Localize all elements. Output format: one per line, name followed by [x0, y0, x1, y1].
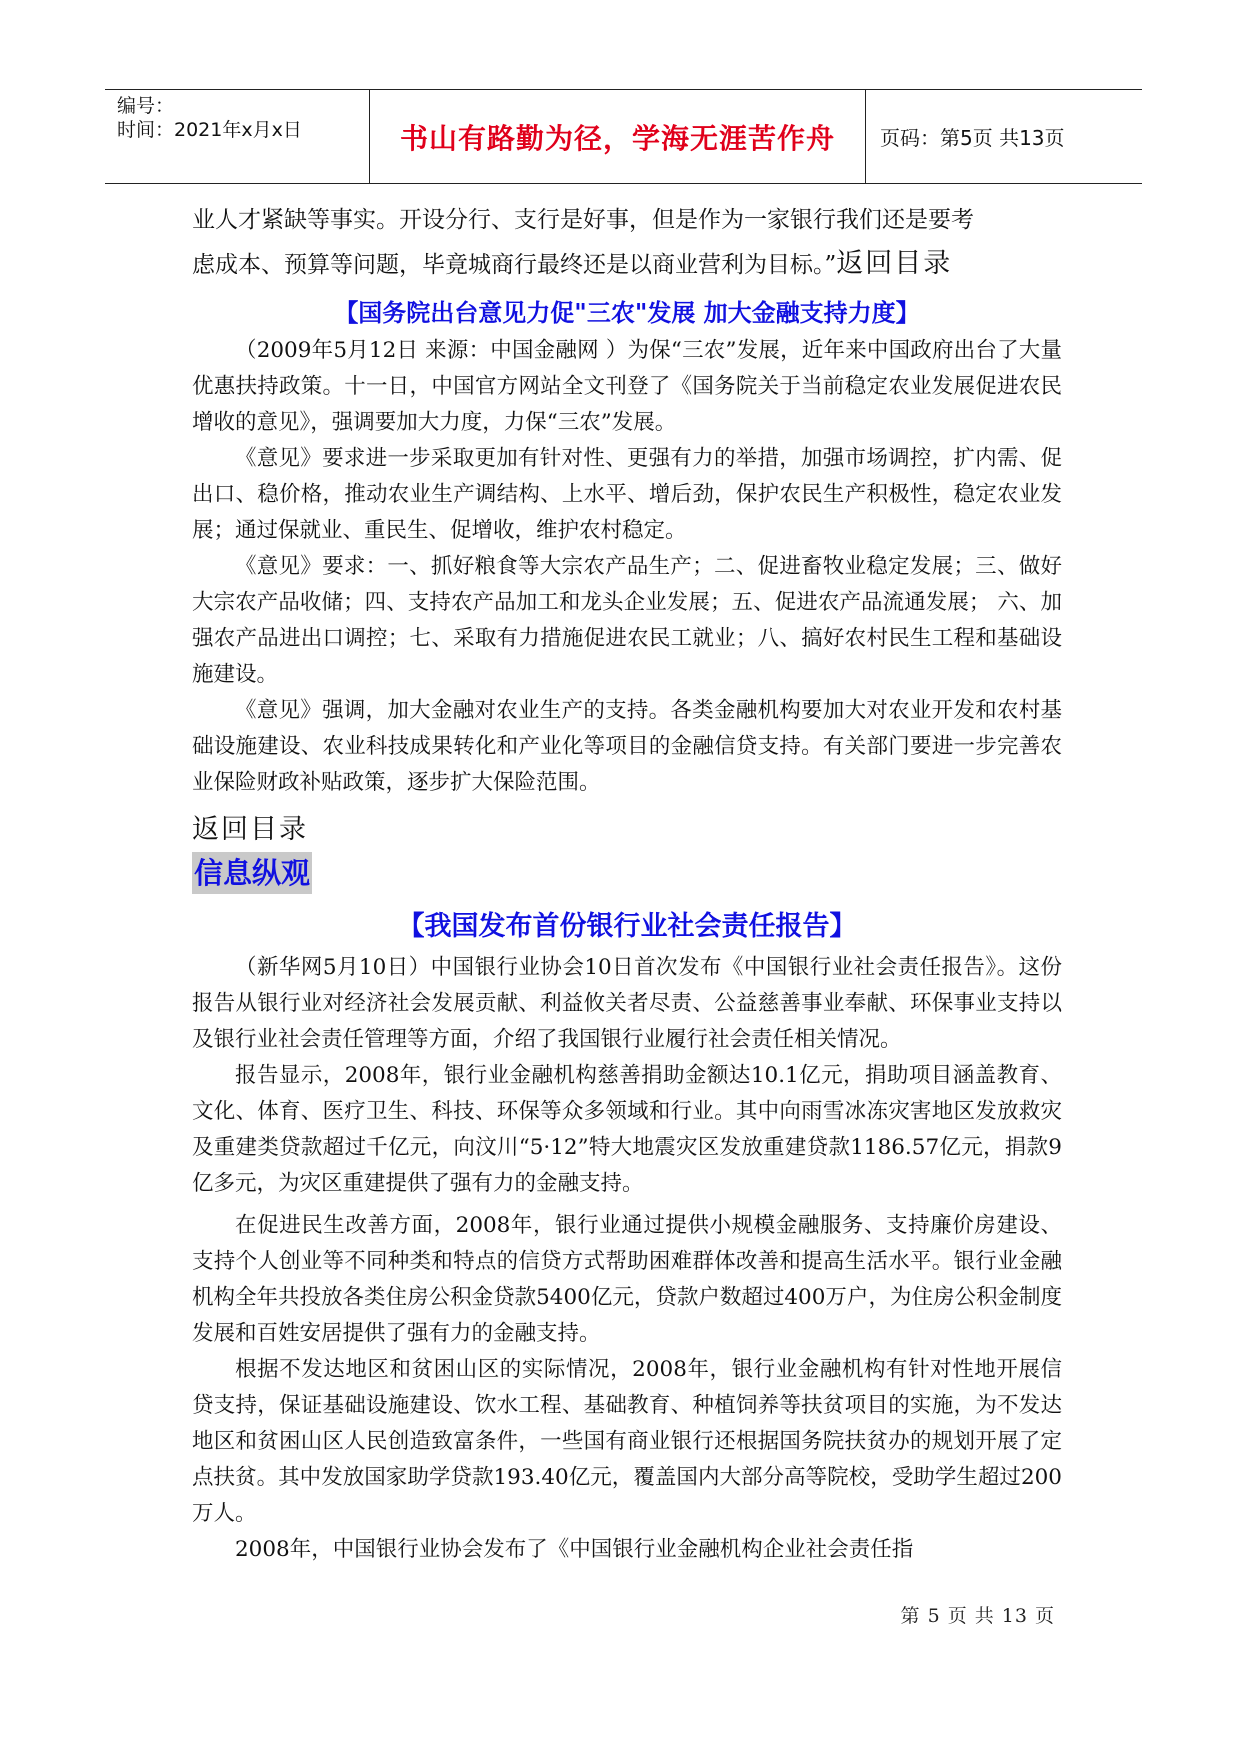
article-2-paragraph: 2008年，中国银行业协会发布了《中国银行业金融机构企业社会责任指: [235, 1537, 914, 1562]
return-link-row: [192, 807, 1062, 846]
article-1-paragraph: 《意见》要求：一、抓好粮食等大宗农产品生产；二、促进畜牧业稳定发展；三、做好大宗农产品收储；四、支持农产品加工和龙头企业发展；五、促进农产品流通发展； 六、加强农产品进出口调控；七、采取有力措施促进农民工就业；八、搞好农村民生工程和基础设施建设。: [192, 554, 1062, 687]
article-2-paragraph: 在促进民生改善方面，2008年，银行业通过提供小规模金融服务、支持廉价房建设、支持个人创业等不同种类和特点的信贷方式帮助困难群体改善和提高生活水平。银行业金融机构全年共投放各类住房公积金贷款5400亿元，贷款户数超过400万户，为住房公积金制度发展和百姓安居提供了强有力的金融支持。: [192, 1213, 1062, 1346]
article-2-paragraph: 根据不发达地区和贫困山区的实际情况，2008年，银行业金融机构有针对性地开展信贷支持，保证基础设施建设、饮水工程、基础教育、种植饲养等扶贫项目的实施，为不发达地区和贫困山区人民创造致富条件，一些国有商业银行还根据国务院扶贫办的规划开展了定点扶贫。其中发放国家助学贷款193.40亿元，覆盖国内大部分高等院校，受助学生超过200万人。: [192, 1357, 1062, 1526]
intro-line-2-text: 虑成本、预算等问题，毕竟城商行最终还是以商业营利为目标。”: [192, 252, 837, 278]
article-1-title: 【国务院出台意见力促"三农"发展 加大金融支持力度】: [334, 298, 920, 327]
document-number-label: 编号：: [117, 95, 175, 117]
return-to-toc-link[interactable]: 返回目录: [192, 814, 308, 845]
page-footer: 第 5 页 共 13 页: [900, 1605, 1055, 1627]
section-heading-row: [192, 852, 1062, 894]
article-2-paragraph: （新华网5月10日）中国银行业协会10日首次发布《中国银行业社会责任报告》。这份报告从银行业对经济社会发展贡献、利益攸关者尽责、公益慈善事业奉献、环保事业支持以及银行业社会责任管理等方面，介绍了我国银行业履行社会责任相关情况。: [192, 955, 1062, 1052]
page-header: [105, 89, 1142, 184]
header-meta: [105, 90, 370, 183]
intro-line-2: [192, 242, 1062, 287]
article-1-paragraph: （2009年5月12日 来源：中国金融网 ）为保“三农”发展，近年来中国政府出台了大量优惠扶持政策。十一日，中国官方网站全文刊登了《国务院关于当前稳定农业发展促进农民增收的意见》，强调要加大力度，力保“三农”发展。: [192, 338, 1062, 435]
header-page-number: 页码：第5页 共13页: [880, 126, 1065, 150]
document-time-label: 时间：2021年x月x日: [117, 119, 302, 141]
intro-line-1: 业人才紧缺等事实。开设分行、支行是好事，但是作为一家银行我们还是要考: [192, 207, 974, 233]
article-2-title: 【我国发布首份银行业社会责任报告】: [397, 911, 857, 942]
article-1-paragraph: 《意见》强调，加大金融对农业生产的支持。各类金融机构要加大对农业开发和农村基础设施建设、农业科技成果转化和产业化等项目的金融信贷支持。有关部门要进一步完善农业保险财政补贴政策，逐步扩大保险范围。: [192, 698, 1062, 795]
article-2-paragraph: 报告显示，2008年，银行业金融机构慈善捐助金额达10.1亿元，捐助项目涵盖教育、文化、体育、医疗卫生、科技、环保等众多领域和行业。其中向雨雪冰冻灾害地区发放救灾及重建类贷款超过千亿元，向汶川“5·12”特大地震灾区发放重建贷款1186.57亿元，捐款9亿多元，为灾区重建提供了强有力的金融支持。: [192, 1063, 1062, 1196]
return-to-toc-link[interactable]: 返回目录: [836, 248, 953, 279]
document-body: [192, 198, 1062, 1568]
section-heading: 信息纵观: [192, 852, 312, 894]
header-motto: 书山有路勤为径，学海无涯苦作舟: [370, 90, 866, 183]
article-1-paragraph: 《意见》要求进一步采取更加有针对性、更强有力的举措，加强市场调控，扩内需、促出口、稳价格，推动农业生产调结构、上水平、增后劲，保护农民生产积极性，稳定农业发展；通过保就业、重民生、促增收，维护农村稳定。: [192, 446, 1062, 543]
